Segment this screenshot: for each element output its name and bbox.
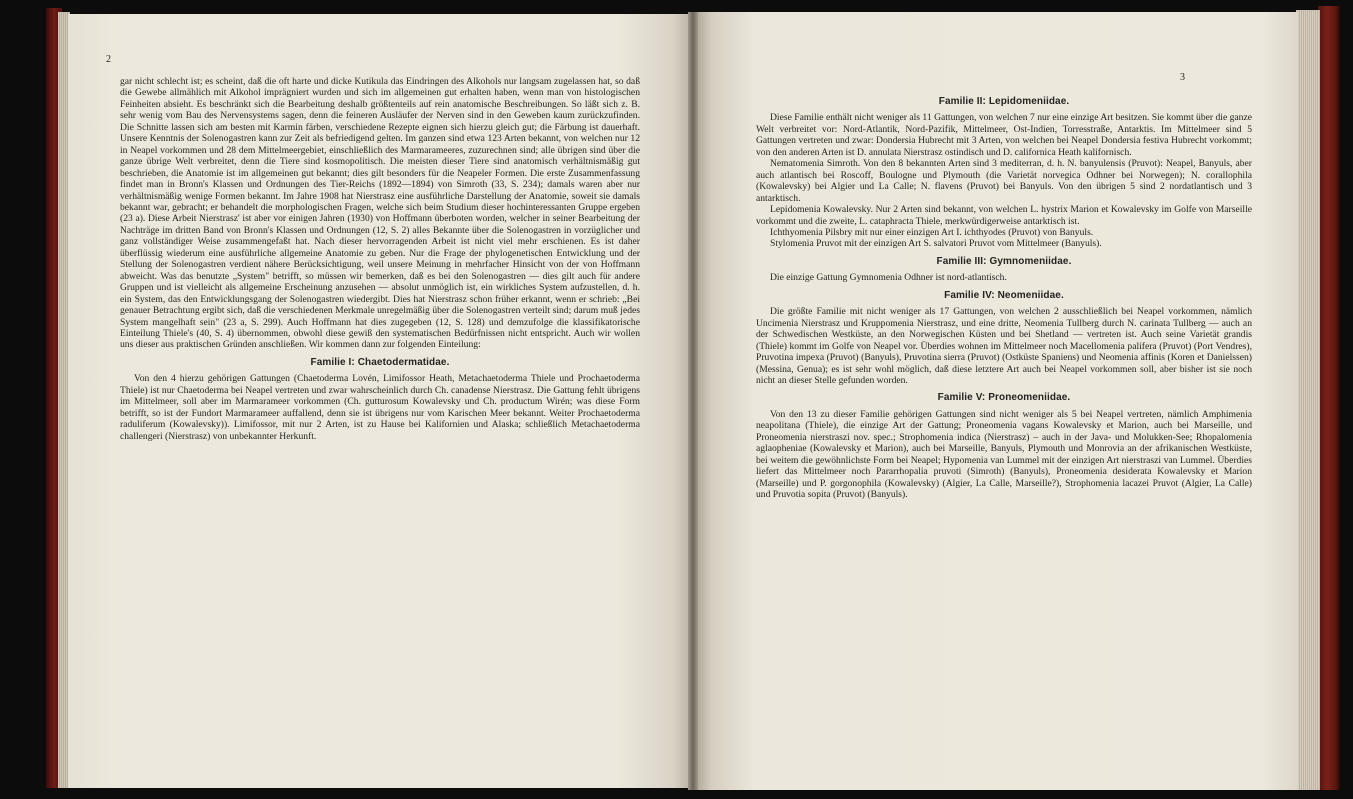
body-paragraph: Stylomenia Pruvot mit der einzigen Art S. salvatori Pruvot vom Mittelmeer (Banyuls). [770, 238, 1102, 250]
page-edges-right [1296, 10, 1320, 790]
section-heading: Familie IV: Neomeniidae. [944, 289, 1064, 301]
section-heading: Familie I: Chaetodermatidae. [310, 356, 450, 368]
body-paragraph: Die einzige Gattung Gymnomenia Odhner ist nord-atlantisch. [770, 272, 1007, 284]
right-page-text-column [756, 96, 1252, 501]
right-page-number: 3 [1180, 72, 1185, 83]
book-cover-right-edge [1318, 6, 1340, 790]
book-gutter [688, 12, 698, 790]
body-paragraph: Von den 13 zu dieser Familie gehörigen Gattungen sind nicht weniger als 5 bei Neapel vertreten, nämlich Amphimenia neapolitana (Thiele), die einzige Art der Gattung; Proneomenia vagans Kowalevsky et Marion, auch bei Marseille, und Proneomenia nierstraszi nov. spec.; Strophomenia indica (Nierstrasz) – auch in der Java- und Molukken-See; Rhopalomenia aglaopheniae (Kowalevsky et Marion), auch bei Marseille, Banyuls, Plymouth und Monrovia an der afrikanischen Westküste, bei weitem die gewöhnlichste Form bei Neapel; Hypomenia van Lummel mit der einzigen Art nierstraszi van Lummel. Überdies liefert das Mittelmeer noch Pararrhopalia pruvoti (Simroth) (Banyuls), Proneomenia desiderata Kowalevsky et Marion (Marseille) und P. gorgonophila (Kowalevsky) (Algier, La Calle, Marseille?), Strophomenia lacazei Pruvot (Algier, La Calle) und Pruvotia sopita (Pruvot) (Banyuls). [756, 408, 1252, 501]
section-heading: Familie III: Gymnomeniidae. [936, 255, 1072, 267]
left-page-number: 2 [106, 54, 111, 65]
body-paragraph: Die größte Familie mit nicht weniger als 17 Gattungen, von welchen 2 ausschließlich bei Neapel vorkommen, nämlich Uncimenia Nierstrasz und Kruppomenia Nierstrasz, und eine dritte, Neomenia Tullberg durch N. carinata Tullberg — auch an der Schwedischen Westküste, an den Norwegischen Küsten und bei Shetland — vertreten ist. Auch seine Varietät grandis (Thiele) kommt im Golfe von Neapel vor. Überdies wohnen im Mittelmeer noch Macellomenia palifera (Pruvot) (Port Vendres), Pruvotina impexa (Pruvot) (Banyuls), Pruvotina sierra (Pruvot) (Ostküste Spaniens) und Neomenia affinis (Koren et Danielssen) (Messina, Genua); es ist sehr wohl möglich, daß diese letztere Art auch bei Neapel vorkommen soll, aber bisher ist sie noch nicht an dieser Stelle gefunden worden. [756, 306, 1252, 386]
section-heading: Familie II: Lepidomeniidae. [938, 96, 1070, 107]
section-heading: Familie V: Proneomeniidae. [937, 392, 1071, 404]
body-paragraph: gar nicht schlecht ist; es scheint, daß die oft harte und dicke Kutikula das Eindringen des Alkohols nur langsam zugelassen hat, so daß die Gewebe allmählich mit Alkohol imprägniert wurden und sich im allgemeinen gut erhalten haben, wenn man von histologischen Feinheiten absieht. Es beschränkt sich die Bearbeitung deshalb größtenteils auf rein anatomische Beschreibungen. So läßt sich z. B. sehr wenig vom Bau des Nervensystems sagen, denn die feineren Ausläufer der Nerven sind in den Geweben kaum zurückzufinden. Die Schnitte lassen sich am besten mit Karmin färben, verschiedene Rezepte eignen sich hierzu gleich gut; die Färbung ist dauerhaft. Unsere Kenntnis der Solenogastren kann zur Zeit als befriedigend gelten. Im ganzen sind etwa 123 Arten bekannt, von welchen nur 12 in Neapel vorkommen und 28 dem Mittelmeergebiet, einschließlich des Marmarameeres, zuzurechnen sind; alle übrigen sind über die ganze übrige Welt verbreitet, denn die Tiere sind kosmopolitisch. Die meisten dieser Tiere sind anatomisch verhältnismäßig gut beschrieben, die Anatomie ist im allgemeinen gut bekannt; dies gilt besonders für die Neapeler Formen. Die erste Zusammenfassung findet man in Bronn's Klassen und Ordnungen des Tier-Reichs (1892—1894) von Simroth (33, S. 234); damals waren aber nur verhältnismäßig wenige Formen bekannt. Im Jahre 1908 hat Nierstrasz eine ausführliche Darstellung der Anatomie, soweit sie damals bekannt war, gebracht; er behandelt die morphologischen Fragen, welche sich beim Studium dieser hochinteressanten Gruppe ergeben (23 a). Diese Arbeit Nierstrasz' ist aber vor einigen Jahren (1930) von Hoffmann überboten worden, welcher in seiner Bearbeitung der Nachträge im dritten Band von Bronn's Klassen und Ordnungen (12, S. 2) alles Bekannte über die Solenogastren in vorzüglicher und ganz vollständiger Weise zusammengefaßt hat. Nach dieser hervorragenden Arbeit ist nicht viel mehr erschienen. Es ist daher überflüssig wiederum eine ausführliche allgemeine Anatomie zu geben. Nur die Frage der phylogenetischen Entwicklung und der Stellung der Solenogastren verdient nähere Berücksichtigung, weil unsere Meinung in mehrfacher Hinsicht von der von Hoffmann abweicht. Was das benutzte „System" betrifft, so müssen wir bemerken, daß es bei den Solenogastren — dies gilt auch für andere Gruppen und ist vielleicht als allgemeine Erscheinung anzusehen — absolut unmöglich ist, ein wirkliches System aufzustellen, d. h. ein System, das den Entwicklungsgang der Solenogastren wiedergibt. Dies hat Nierstrasz schon früher erkannt, wenn er schrieb: „Bei genauer Betrachtung ergibt sich, daß die verschiedenen Merkmale unregelmäßig über die Solenogastren verteilt sind; darum muß jedes System mangelhaft sein" (23 a, S. 299). Auch Hoffmann hat dies zugegeben (12, S. 128) und demzufolge die klassifikatorische Einteilung Thiele's (40, S. 4) übernommen, obwohl diese gewiß den systematischen Bedürfnissen nicht entspricht. Auch wir wollen uns dieser aus praktischen Gründen anschließen. Wir kommen dann zur folgenden Einteilung: [120, 76, 640, 351]
body-paragraph: Ichthyomenia Pilsbry mit nur einer einzigen Art I. ichthyodes (Pruvot) von Banyuls. [770, 226, 1094, 238]
body-paragraph: Diese Familie enthält nicht weniger als 11 Gattungen, von welchen 7 nur eine einzige Art besitzen. Sie kommt über die ganze Welt verbreitet vor: Nord-Atlantik, Nord-Pazifik, Mittelmeer, Ost-Indien, Torresstraße, Antarktis. Im Mittelmeer sind 5 Gattungen vertreten und zwar: Dondersia Hubrecht mit 3 Arten, von welchen bei Neapel Dondersia festiva Hubrecht vorkommt; von den anderen Arten ist D. annulata Nierstrasz ostindisch und D. californica Heath kalifornisch. [756, 112, 1252, 158]
body-paragraph: Nematomenia Simroth. Von den 8 bekannten Arten sind 3 mediterran, d. h. N. banyulensis (Pruvot): Neapel, Banyuls, aber auch atlantisch bei Roscoff, Boulogne und Plymouth (die Varietät norvegica Odhner bei Norwegen); N. corallophila (Kowalevsky) bei Algier und La Calle; N. flavens (Pruvot) bei Banyuls. Von den übrigen 5 sind 2 nordatlantisch und 3 antarktisch. [756, 158, 1252, 204]
body-paragraph: Von den 4 hierzu gehörigen Gattungen (Chaetoderma Lovén, Limifossor Heath, Metachaetoderma Thiele und Prochaetoderma Thiele) ist nur Chaetoderma bei Neapel vertreten und zwar wahrscheinlich durch Ch. canadense Nierstrasz. Die Gattung fehlt übrigens im Mittelmeer, soll aber im Marmarameer vorkommen (Ch. gutturosum Kowalevsky und Ch. productum Wirén; was diese Form betrifft, so ist der Fundort Marmarameer auffallend, denn sie ist übrigens nur vom Karischen Meer bekannt. Weiter Prochaetoderma raduliferum (Kowalevsky)). Limifossor, mit nur 2 Arten, ist zu Hause bei Kalifornien und Alaska; schließlich Metachaetoderma challengeri (Nierstrasz) von unbekannter Herkunft. [120, 373, 640, 442]
body-paragraph: Lepidomenia Kowalevsky. Nur 2 Arten sind bekannt, von welchen L. hystrix Marion et Kowalevsky im Golfe von Marseille vorkommt und die zweite, L. cataphracta Thiele, merkwürdigerweise antarktisch ist. [756, 204, 1252, 227]
left-page-text-column [120, 76, 640, 442]
